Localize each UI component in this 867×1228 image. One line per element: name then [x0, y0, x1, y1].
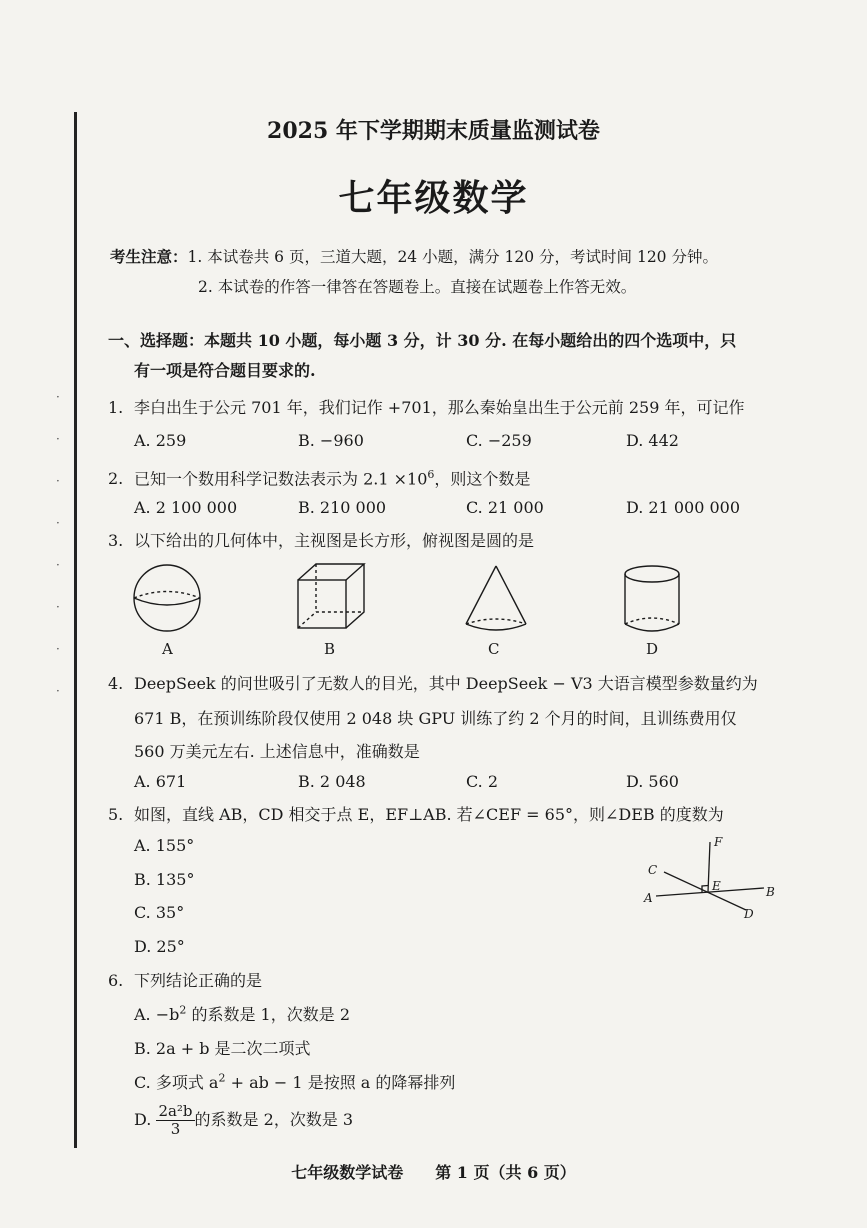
section-1-heading [108, 326, 798, 386]
subject-title: 七年级数学 [338, 177, 529, 219]
line-ef [708, 842, 710, 892]
cone-shape [466, 566, 526, 630]
option-a-pre: A. −b [134, 1005, 180, 1024]
binding-margin-marks: · · · · · · · · [56, 390, 60, 698]
question-3 [108, 526, 808, 556]
question-text: 李白出生于公元 701 年，我们记作 +701，那么秦始皇出生于公元前 259 年，可记作 [134, 398, 745, 417]
point-label-a: A [644, 891, 653, 905]
footer-exam-name: 七年级数学试卷 [291, 1163, 404, 1182]
line-ab [656, 888, 764, 896]
point-label-d: D [744, 907, 754, 921]
footer-page-number: 第 1 页（共 6 页） [435, 1163, 576, 1182]
question-text: 下列结论正确的是 [134, 971, 263, 990]
notice-item-2: 2. 本试卷的作答一律答在答题卷上。直接在试题卷上作答无效。 [198, 278, 637, 296]
question-text: 以下给出的几何体中，主视图是长方形，俯视图是圆的是 [134, 531, 535, 550]
fraction-denominator: 3 [170, 1120, 181, 1138]
shape-label-c: C [488, 640, 500, 658]
question-6-option-a [134, 1002, 350, 1025]
cylinder-shape [625, 566, 679, 631]
binding-margin-line [74, 112, 77, 1148]
shape-label-b: B [324, 640, 336, 658]
question-4-line-2: 671 B，在预训练阶段仅使用 2 048 块 GPU 训练了约 2 个月的时间，且训练费用仅 [134, 709, 737, 728]
fraction-numerator: 2a²b [158, 1102, 193, 1120]
section-1-line-1: 一、选择题：本题共 10 小题，每小题 3 分，计 30 分. 在每小题给出的四个选项中，只 [108, 331, 737, 350]
option-c-post: + ab − 1 是按照 a 的降幂排列 [225, 1073, 456, 1092]
option-c-exponent: 2 [218, 1071, 226, 1085]
question-5 [108, 800, 808, 830]
question-text-pre: 已知一个数用科学记数法表示为 2.1 ×10 [134, 469, 428, 489]
question-6-option-d [134, 1104, 353, 1137]
question-5-option-a: A. 155° [134, 836, 195, 855]
exam-title: 2025 年下学期期末质量监测试卷 [267, 118, 600, 144]
option-c-pre: C. 多项式 a [134, 1073, 219, 1092]
question-5-option-b: B. 135° [134, 870, 195, 889]
option-a: A. 2 100 000 [134, 498, 238, 517]
option-d-post: 的系数是 2，次数是 3 [194, 1110, 354, 1129]
intersecting-lines-figure [636, 830, 786, 926]
option-d-pre: D. [134, 1110, 152, 1129]
question-4 [108, 669, 808, 699]
question-number: 1. [108, 398, 124, 417]
option-d: D. 560 [626, 772, 679, 791]
question-4-line-3: 560 万美元左右. 上述信息中，准确数是 [134, 742, 420, 761]
option-c: C. 21 000 [466, 498, 544, 517]
option-b: B. 2 048 [298, 772, 366, 791]
question-number: 3. [108, 531, 124, 550]
question-5-option-c: C. 35° [134, 903, 185, 922]
question-number: 2. [108, 469, 124, 489]
question-text-line-1: DeepSeek 的问世吸引了无数人的目光，其中 DeepSeek − V3 大语言模型参数量约为 [134, 674, 758, 693]
option-a-post: 的系数是 1，次数是 2 [186, 1005, 350, 1024]
exam-notice [110, 242, 718, 302]
option-b: B. −960 [298, 431, 364, 450]
option-c: C. 2 [466, 772, 499, 791]
point-label-c: C [648, 863, 658, 877]
sphere-shape [134, 565, 200, 631]
option-a: A. 259 [134, 431, 187, 450]
question-text: 如图，直线 AB，CD 相交于点 E，EF⊥AB. 若∠CEF = 65°，则∠DEB 的度数为 [134, 805, 724, 824]
option-a: A. 671 [134, 772, 187, 791]
point-label-e: E [712, 879, 721, 893]
question-5-option-d: D. 25° [134, 937, 185, 956]
option-d: D. 442 [626, 431, 679, 450]
question-1 [108, 393, 808, 423]
section-1-line-2: 有一项是符合题目要求的. [134, 361, 316, 380]
notice-label: 考生注意： [110, 247, 188, 266]
option-a-exponent: 2 [179, 1003, 187, 1017]
cube-shape [298, 564, 364, 628]
question-text-post: ，则这个数是 [434, 469, 531, 489]
geometry-solids-figure [130, 562, 690, 638]
exponent: 6 [427, 468, 435, 481]
fraction [156, 1104, 194, 1137]
option-c: C. −259 [466, 431, 532, 450]
question-6 [108, 966, 808, 996]
question-number: 4. [108, 674, 124, 693]
question-2 [108, 460, 808, 494]
page-footer [0, 1160, 867, 1183]
question-number: 5. [108, 805, 124, 824]
question-6-option-c [134, 1070, 455, 1093]
point-label-f: F [714, 835, 723, 849]
question-6-option-b: B. 2a + b 是二次二项式 [134, 1039, 311, 1058]
point-label-b: B [766, 885, 775, 899]
notice-item-1: 1. 本试卷共 6 页，三道大题，24 小题，满分 120 分，考试时间 120 分钟。 [187, 248, 718, 266]
option-d: D. 21 000 000 [626, 498, 741, 517]
shape-label-a: A [162, 640, 173, 658]
option-b: B. 210 000 [298, 498, 387, 517]
shape-label-d: D [646, 640, 659, 658]
question-number: 6. [108, 971, 124, 990]
line-cd [664, 872, 746, 910]
